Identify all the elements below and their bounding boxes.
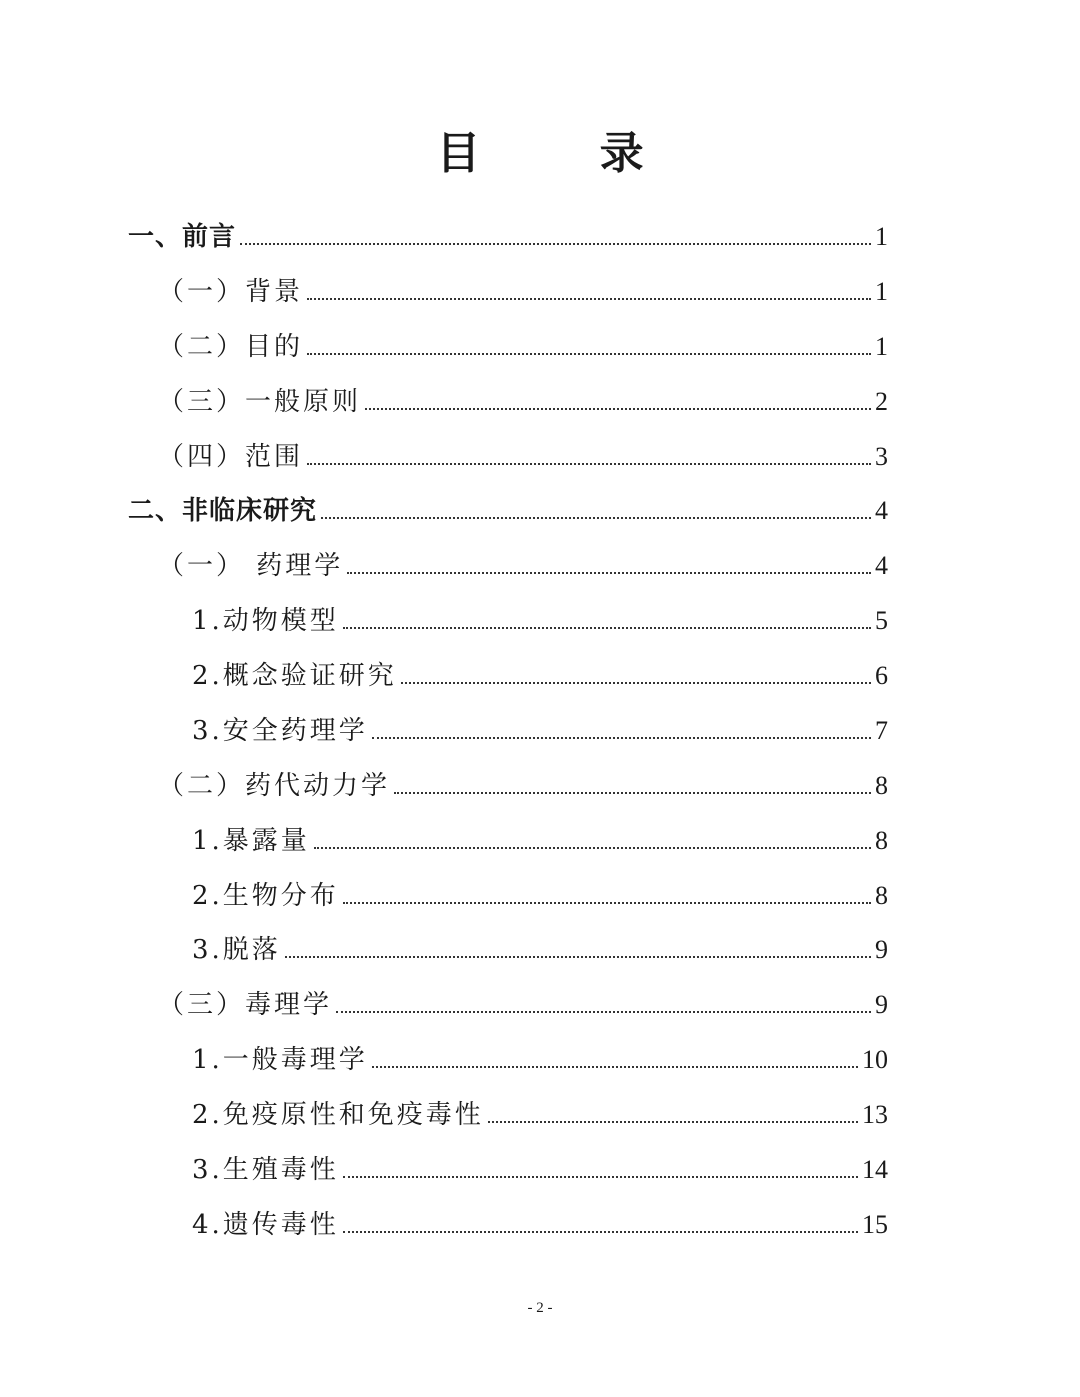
toc-page-number: 7 xyxy=(875,716,888,745)
toc-page-number: 4 xyxy=(875,496,888,525)
dot-leader xyxy=(372,1066,858,1068)
page-footer-number: - 2 - xyxy=(527,1300,553,1316)
dot-leader xyxy=(394,792,871,794)
toc-entry-label: 3.生殖毒性 xyxy=(192,1155,339,1185)
toc-page-number: 13 xyxy=(862,1100,888,1129)
dot-leader xyxy=(285,956,871,958)
dot-leader xyxy=(401,682,871,684)
toc-page-number: 15 xyxy=(862,1210,888,1239)
toc-entry-label: 3.安全药理学 xyxy=(192,716,368,746)
toc-page-number: 6 xyxy=(875,661,888,690)
toc-entry-label: 4.遗传毒性 xyxy=(192,1210,339,1240)
toc-page-number: 2 xyxy=(875,387,888,416)
toc-entry-general-principles[interactable] xyxy=(158,379,888,419)
toc-entry-pharmacology[interactable] xyxy=(158,543,888,583)
dot-leader xyxy=(488,1121,858,1123)
dot-leader xyxy=(343,1231,858,1233)
toc-entry-label: 一、前言 xyxy=(128,222,237,252)
toc-page-number: 1 xyxy=(875,332,888,361)
toc-entry-purpose[interactable] xyxy=(158,324,888,364)
toc-entry-label: 2.免疫原性和免疫毒性 xyxy=(192,1100,484,1130)
dot-leader xyxy=(343,902,871,904)
toc-entry-label: （一） 药理学 xyxy=(158,551,344,581)
toc-entry-pharmacokinetics[interactable] xyxy=(158,763,888,803)
toc-entry-shedding[interactable] xyxy=(192,927,888,967)
toc-entry-label: （三）一般原则 xyxy=(158,387,362,417)
toc-page-number: 1 xyxy=(875,222,888,251)
toc-entry-background[interactable] xyxy=(158,269,888,309)
toc-page-number: 9 xyxy=(875,990,888,1019)
dot-leader xyxy=(343,627,871,629)
toc-entry-exposure[interactable] xyxy=(192,818,888,858)
toc-entry-foreword[interactable] xyxy=(128,214,888,254)
toc-entry-reproductive-toxicity[interactable] xyxy=(192,1147,888,1187)
toc-page-number: 14 xyxy=(862,1155,888,1184)
dot-leader xyxy=(365,408,871,410)
toc-entry-label: （二）药代动力学 xyxy=(158,771,391,801)
toc-page-number: 3 xyxy=(875,442,888,471)
toc-entry-nonclinical-research[interactable] xyxy=(128,488,888,528)
dot-leader xyxy=(307,463,871,465)
toc-entry-scope[interactable] xyxy=(158,434,888,474)
toc-entry-label: 1.一般毒理学 xyxy=(192,1045,368,1075)
toc-entry-label: 1.暴露量 xyxy=(192,826,310,856)
toc-page-number: 4 xyxy=(875,551,888,580)
dot-leader xyxy=(343,1176,858,1178)
toc-entry-safety-pharmacology[interactable] xyxy=(192,708,888,748)
toc-entry-label: 3.脱落 xyxy=(192,935,281,965)
dot-leader xyxy=(307,298,871,300)
toc-entry-general-toxicology[interactable] xyxy=(192,1037,888,1077)
toc-entry-label: 2.概念验证研究 xyxy=(192,661,397,691)
toc-entry-proof-of-concept[interactable] xyxy=(192,653,888,693)
toc-entry-label: （一）背景 xyxy=(158,277,304,307)
toc-entry-immunogenicity[interactable] xyxy=(192,1092,888,1132)
dot-leader xyxy=(321,517,871,519)
toc-page-number: 10 xyxy=(862,1045,888,1074)
toc-entry-label: 二、非临床研究 xyxy=(128,496,318,526)
dot-leader xyxy=(336,1011,871,1013)
toc-entry-toxicology[interactable] xyxy=(158,982,888,1022)
toc-entry-genotoxicity[interactable] xyxy=(192,1202,888,1242)
dot-leader xyxy=(307,353,871,355)
dot-leader xyxy=(314,847,871,849)
toc-page-number: 1 xyxy=(875,277,888,306)
toc-entry-animal-models[interactable] xyxy=(192,598,888,638)
dot-leader xyxy=(240,243,871,245)
toc-page-number: 8 xyxy=(875,881,888,910)
toc-page-number: 8 xyxy=(875,771,888,800)
dot-leader xyxy=(372,737,871,739)
toc-entry-label: （三）毒理学 xyxy=(158,990,333,1020)
toc-page-number: 5 xyxy=(875,606,888,635)
toc-entry-label: （四）范围 xyxy=(158,442,304,472)
toc-entry-label: 1.动物模型 xyxy=(192,606,339,636)
page-title: 目 录 xyxy=(436,128,696,179)
dot-leader xyxy=(347,572,871,574)
toc-entry-label: 2.生物分布 xyxy=(192,881,339,911)
toc-page-number: 9 xyxy=(875,935,888,964)
toc-page-number: 8 xyxy=(875,826,888,855)
toc-entry-biodistribution[interactable] xyxy=(192,873,888,913)
toc-entry-label: （二）目的 xyxy=(158,332,304,362)
